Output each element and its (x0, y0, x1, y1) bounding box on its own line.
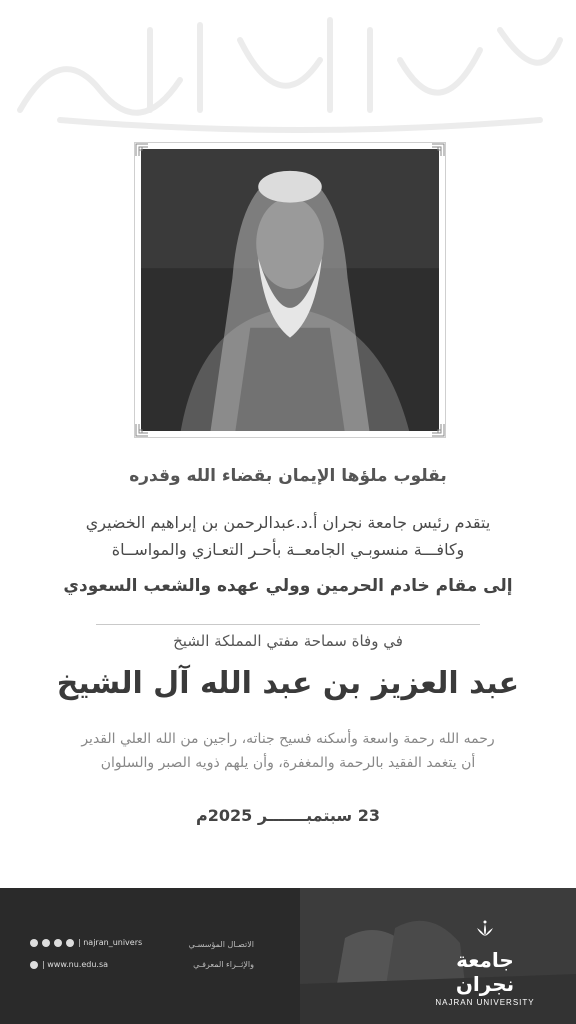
occasion: في وفاة سماحة مفتي المملكة الشيخ (173, 632, 403, 650)
prayer-line-2: أن يتغمد الفقيد بالرحمة والمغفرة، وأن يلهم ذويه الصبر والسلوان (100, 755, 476, 771)
website-link (30, 960, 108, 969)
logo-arabic: جامعة نجران (455, 948, 515, 996)
palm-emblem-icon (472, 920, 498, 946)
university-logo (430, 920, 540, 1007)
calligraphy-watermark (0, 0, 576, 140)
subhead: بقلوب ملؤها الإيمان بقضاء الله وقدره (129, 466, 447, 486)
prayer-line-1: رحمه الله رحمة واسعة وأسكنه فسيح جناته، راجين من الله العلي القدير (81, 731, 495, 747)
corner-ornament-icon (135, 143, 149, 157)
social-handle[interactable]: | najran_univers (78, 938, 143, 947)
portrait-frame (134, 142, 446, 438)
sender-line-2: وكافـــة منسوبـي الجامعــة بأحـر التعـازي والمواســاة (111, 540, 465, 559)
date: 23 سبتمبـــــــر 2025م (196, 806, 380, 825)
corner-ornament-icon (431, 423, 445, 437)
snapchat-icon[interactable] (42, 939, 50, 947)
instagram-icon[interactable] (66, 939, 74, 947)
addressee: إلى مقام خادم الحرمين وولي عهده والشعب السعودي (63, 576, 513, 596)
footer (0, 888, 576, 1024)
portrait-photo (141, 149, 439, 431)
divider (96, 624, 480, 625)
logo-english: NAJRAN UNIVERSITY (435, 998, 535, 1007)
social-links (30, 938, 142, 947)
x-icon[interactable] (30, 939, 38, 947)
deceased-name: عبد العزيز بن عبد الله آل الشيخ (56, 666, 520, 701)
sender-line-1: يتقدم رئيس جامعة نجران أ.د.عبدالرحمن بن إبراهيم الخضيري (85, 513, 491, 532)
website-url[interactable]: | www.nu.edu.sa (42, 960, 109, 969)
tagline-line-1: الاتصـال المؤسسـي (188, 940, 254, 949)
corner-ornament-icon (431, 143, 445, 157)
youtube-icon[interactable] (54, 939, 62, 947)
corner-ornament-icon (135, 423, 149, 437)
tagline-line-2: والإثــراء المعرفـي (193, 960, 254, 969)
globe-icon (30, 961, 38, 969)
